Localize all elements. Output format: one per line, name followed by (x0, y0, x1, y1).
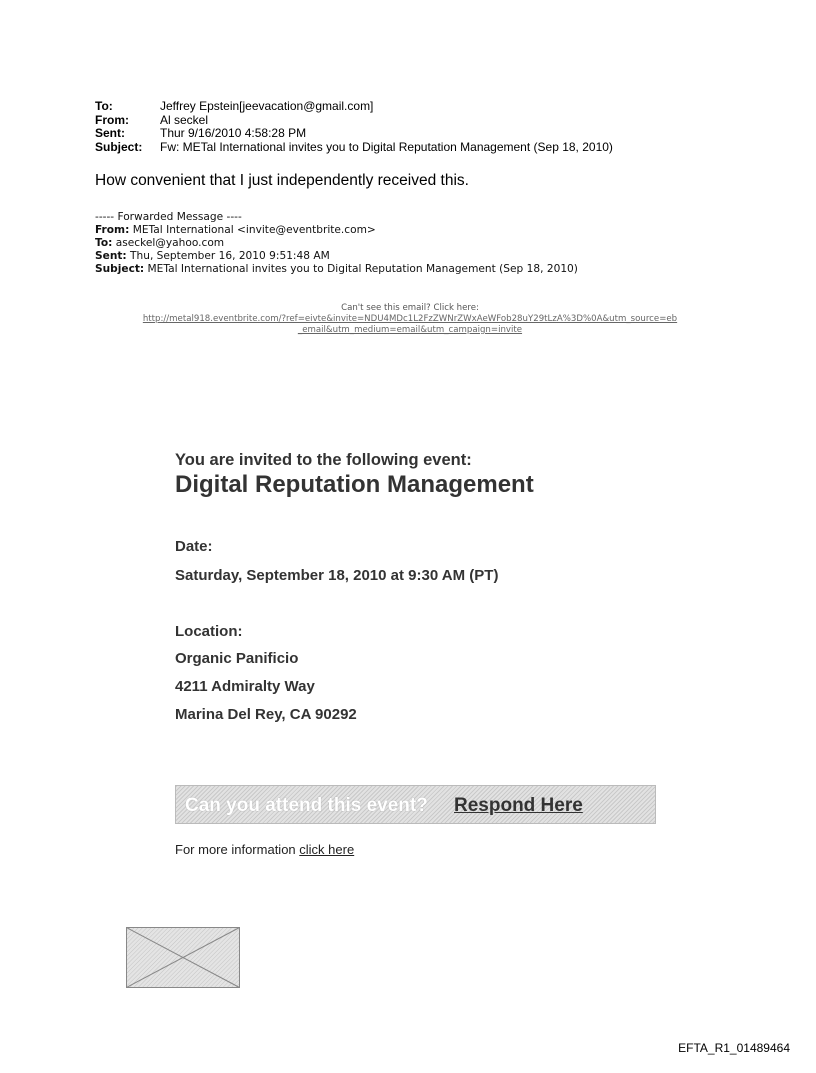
fwd-to-row (95, 237, 578, 250)
location-label: Location: (175, 623, 243, 640)
view-online-url-line2: _email&utm_medium=email&utm_campaign=invite (297, 325, 523, 335)
location-line3: Marina Del Rey, CA 90292 (175, 706, 357, 723)
more-info-text: For more information (175, 842, 300, 857)
date-value: Saturday, September 18, 2010 at 9:30 AM (PT) (175, 567, 499, 584)
fwd-subject-value: METal International invites you to Digital Reputation Management (Sep 18, 2010) (147, 263, 578, 275)
from-label: From: (95, 112, 129, 127)
cant-see-prompt: Can't see this email? Click here: (341, 303, 479, 313)
fwd-subject-row (95, 263, 578, 276)
invited-label: You are invited to the following event: (175, 451, 472, 469)
to-label: To: (95, 99, 113, 113)
fwd-to-label: To: (95, 237, 113, 249)
forwarded-divider: ----- Forwarded Message ---- (95, 211, 242, 223)
sent-row (95, 127, 613, 141)
fwd-sent-label: Sent: (95, 250, 127, 262)
document-id: EFTA_R1_01489464 (678, 1041, 790, 1055)
sent-label: Sent: (95, 126, 125, 140)
fwd-to-value: aseckel@yahoo.com (115, 237, 225, 249)
date-label: Date: (175, 538, 213, 555)
broken-image-icon (126, 927, 240, 988)
from-row (95, 114, 613, 128)
cant-see-block (60, 303, 760, 336)
attend-question: Can you attend this event? (185, 795, 428, 816)
email-header (95, 100, 613, 154)
from-value: Al seckel (160, 112, 209, 127)
fwd-from-row (95, 224, 578, 237)
respond-here-link[interactable]: Respond Here (454, 795, 583, 816)
fwd-from-label: From: (95, 224, 130, 236)
respond-banner (175, 785, 656, 824)
location-line2: 4211 Admiralty Way (175, 678, 315, 695)
location-line1: Organic Panificio (175, 650, 299, 667)
event-title: Digital Reputation Management (175, 471, 534, 498)
fwd-from-value: METal International <invite@eventbrite.com> (132, 224, 376, 236)
subject-value: Fw: METal International invites you to Digital Reputation Management (Sep 18, 2010) (160, 139, 613, 154)
fwd-sent-value: Thu, September 16, 2010 9:51:48 AM (130, 250, 330, 262)
subject-row (95, 141, 613, 155)
to-value: Jeffrey Epstein[jeevacation@gmail.com] (160, 99, 374, 113)
view-online-link[interactable] (60, 314, 760, 336)
event-heading (175, 451, 534, 499)
to-row (95, 100, 613, 114)
subject-label: Subject: (95, 139, 143, 154)
sent-value: Thur 9/16/2010 4:58:28 PM (160, 126, 307, 140)
fwd-subject-label: Subject: (95, 263, 145, 275)
lead-text: How convenient that I just independently received this. (95, 172, 469, 189)
more-info-link[interactable]: click here (299, 842, 355, 857)
more-info (175, 842, 354, 857)
view-online-url-line1: http://metal918.eventbrite.com/?ref=eivte&invite=NDU4MDc1L2FzZWNrZWxAeWFob28uY29tLzA%3D%0A&utm_source=eb (142, 314, 678, 324)
forwarded-header (95, 211, 578, 276)
fwd-sent-row (95, 250, 578, 263)
